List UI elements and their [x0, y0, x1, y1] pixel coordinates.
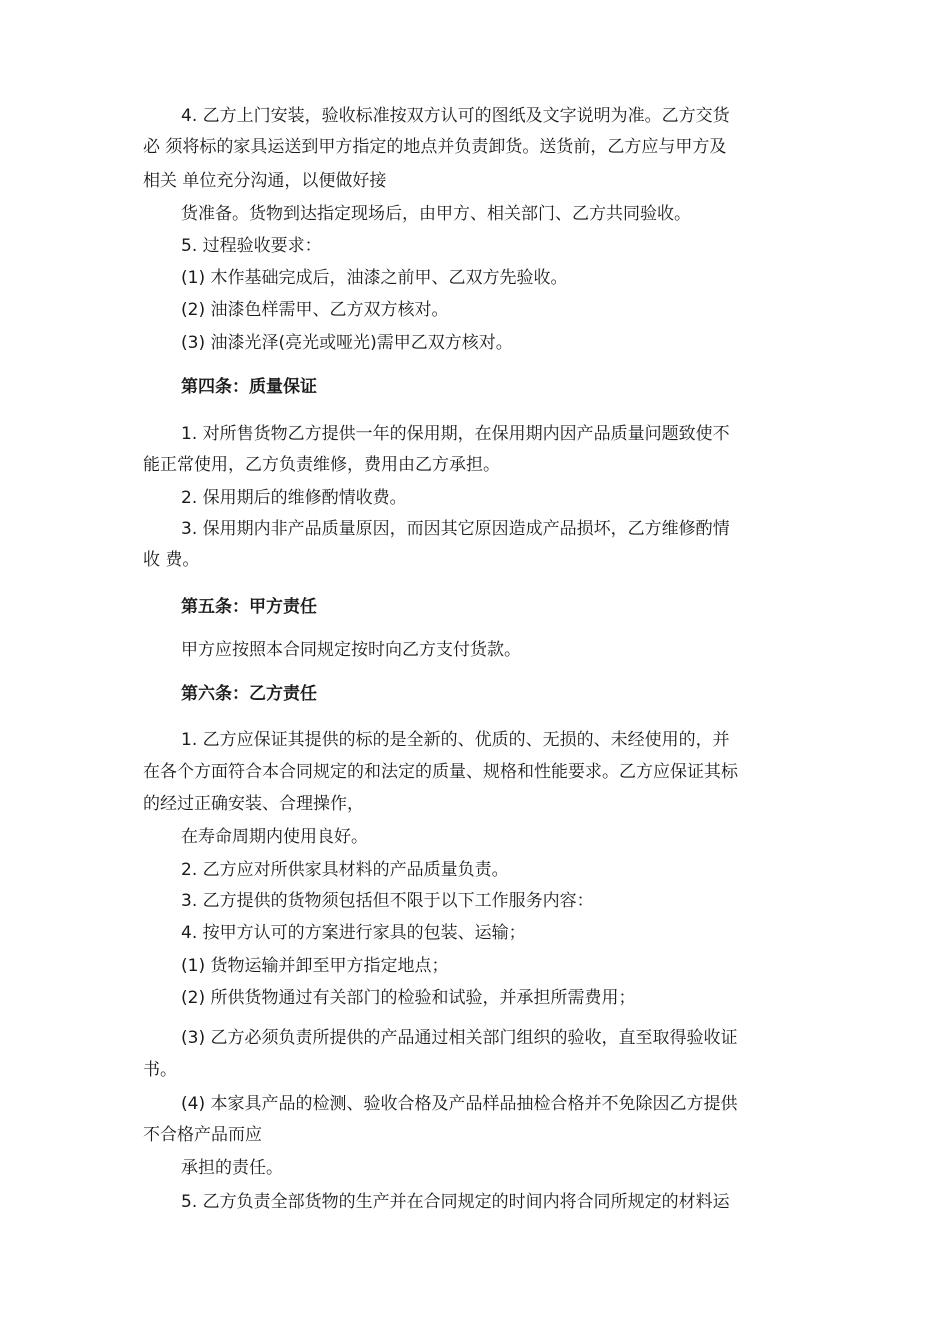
paragraph-line: 货准备。货物到达指定现场后，由甲方、相关部门、乙方共同验收。: [181, 204, 691, 224]
list-item: 2. 保用期后的维修酌情收费。: [181, 488, 407, 508]
section-heading: 第四条：质量保证: [181, 377, 317, 397]
paragraph-line: 收 费。: [143, 550, 200, 570]
paragraph-line: 不合格产品而应: [143, 1125, 262, 1145]
list-item: (1) 货物运输并卸至甲方指定地点；: [181, 956, 449, 976]
paragraph-line: 书。: [143, 1060, 177, 1080]
list-item: (3) 乙方必须负责所提供的产品通过相关部门组织的验收，直至取得验收证: [181, 1028, 738, 1048]
paragraph-line: 必 须将标的家具运送到甲方指定的地点并负责卸货。送货前，乙方应与甲方及: [143, 137, 727, 157]
list-item: 2. 乙方应对所供家具材料的产品质量负责。: [181, 860, 509, 880]
paragraph-line: 能正常使用，乙方负责维修，费用由乙方承担。: [143, 455, 500, 475]
list-item: (4) 本家具产品的检测、验收合格及产品样品抽检合格并不免除因乙方提供: [181, 1094, 738, 1114]
paragraph-line: 在各个方面符合本合同规定的和法定的质量、规格和性能要求。乙方应保证其标: [143, 762, 738, 782]
paragraph-line: 4. 乙方上门安装，验收标准按双方认可的图纸及文字说明为准。乙方交货: [181, 106, 730, 126]
paragraph-line: 相关 单位充分沟通，以便做好接: [143, 171, 387, 191]
section-heading: 第六条：乙方责任: [181, 684, 317, 704]
paragraph-line: 在寿命周期内使用良好。: [181, 827, 368, 847]
list-item: (2) 油漆色样需甲、乙方双方核对。: [181, 300, 449, 320]
paragraph-line: 1. 对所售货物乙方提供一年的保用期，在保用期内因产品质量问题致使不: [181, 424, 730, 444]
paragraph-line: 1. 乙方应保证其提供的标的是全新的、优质的、无损的、未经使用的，并: [181, 730, 730, 750]
section-heading: 第五条：甲方责任: [181, 597, 317, 617]
paragraph-line: 承担的责任。: [181, 1158, 283, 1178]
paragraph-line: 3. 保用期内非产品质量原因，而因其它原因造成产品损坏，乙方维修酌情: [181, 519, 730, 539]
list-item: 5. 乙方负责全部货物的生产并在合同规定的时间内将合同所规定的材料运: [181, 1192, 730, 1212]
list-item: 3. 乙方提供的货物须包括但不限于以下工作服务内容：: [181, 891, 594, 911]
paragraph-line: 的经过正确安装、合理操作，: [143, 794, 364, 814]
list-item: (2) 所供货物通过有关部门的检验和试验，并承担所需费用；: [181, 988, 636, 1008]
list-item: 5. 过程验收要求：: [181, 236, 322, 256]
list-item: 4. 按甲方认可的方案进行家具的包装、运输；: [181, 923, 526, 943]
paragraph-line: 甲方应按照本合同规定按时向乙方支付货款。: [181, 640, 521, 660]
list-item: (1) 木作基础完成后，油漆之前甲、乙双方先验收。: [181, 268, 568, 288]
list-item: (3) 油漆光泽(亮光或哑光)需甲乙双方核对。: [181, 333, 513, 353]
